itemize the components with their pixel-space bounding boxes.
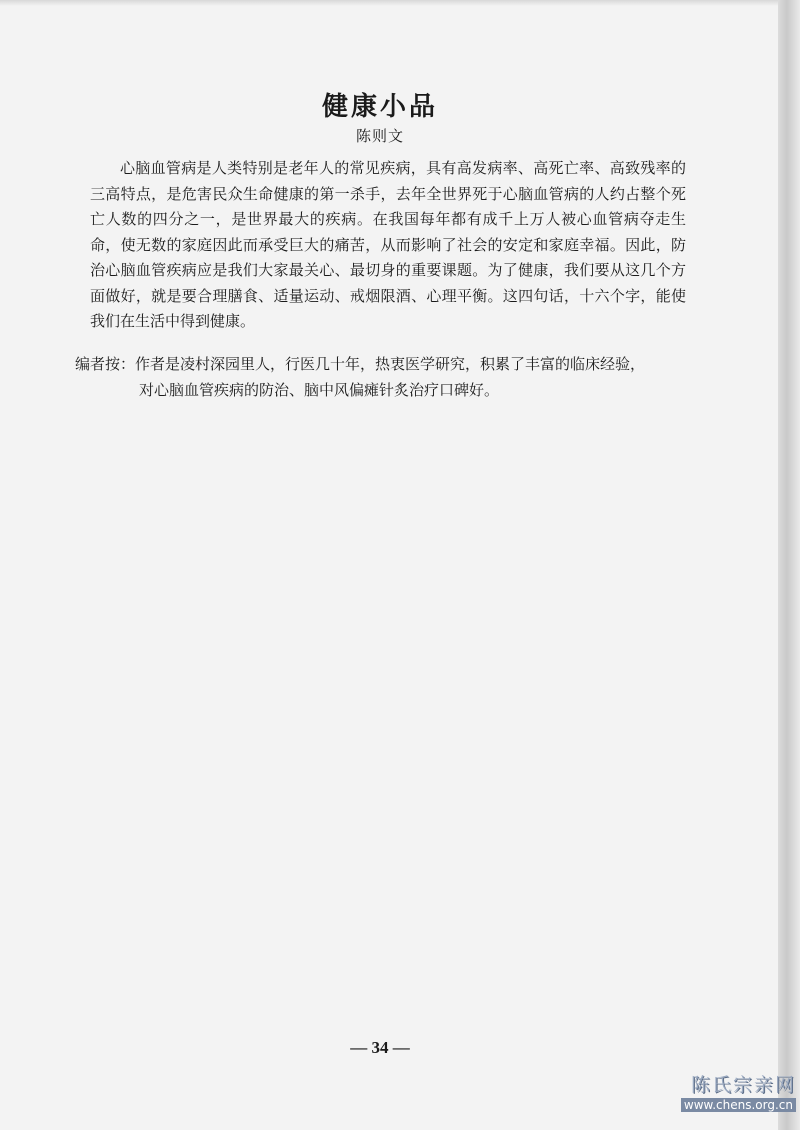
watermark-url: www.chens.org.cn [681,1098,796,1112]
page-number: — 34 — [350,1038,410,1057]
editor-note-line-2: 对心脑血管疾病的防治、脑中风偏瘫针炙治疗口碑好。 [139,380,500,399]
scan-edge-right [778,0,800,1130]
author-name: 陈则文 [355,127,404,145]
site-watermark [681,1070,796,1112]
page-title: 健康小品 [321,92,438,122]
editor-note-line-1: 作者是凌村深园里人，行医几十年，热衷医学研究，积累了丰富的临床经验， [135,355,646,373]
editor-note [75,352,695,403]
body-paragraph: 心脑血管病是人类特别是老年人的常见疾病，具有高发病率、高死亡率、高致残率的三高特点，是危害民众生命健康的第一杀手，去年全世界死于心脑血管病的人约占整个死亡人数的四分之一，是世界最大的疾病。在我国每年都有成千上万人被心血管病夺走生命，使无数的家庭因此而承受巨大的痛苦，从而影响了社会的安定和家庭幸福。因此，防治心脑血管疾病应是我们大家最关心、最切身的重要课题。为了健康，我们要从这几个方面做好，就是要合理膳食、适量运动、戒烟限酒、心理平衡。这四句话，十六个字，能使我们在生活中得到健康。 [90,159,686,330]
editor-note-label: 编者按： [75,355,136,373]
watermark-site-name: 陈氏宗亲网 [690,1074,796,1096]
